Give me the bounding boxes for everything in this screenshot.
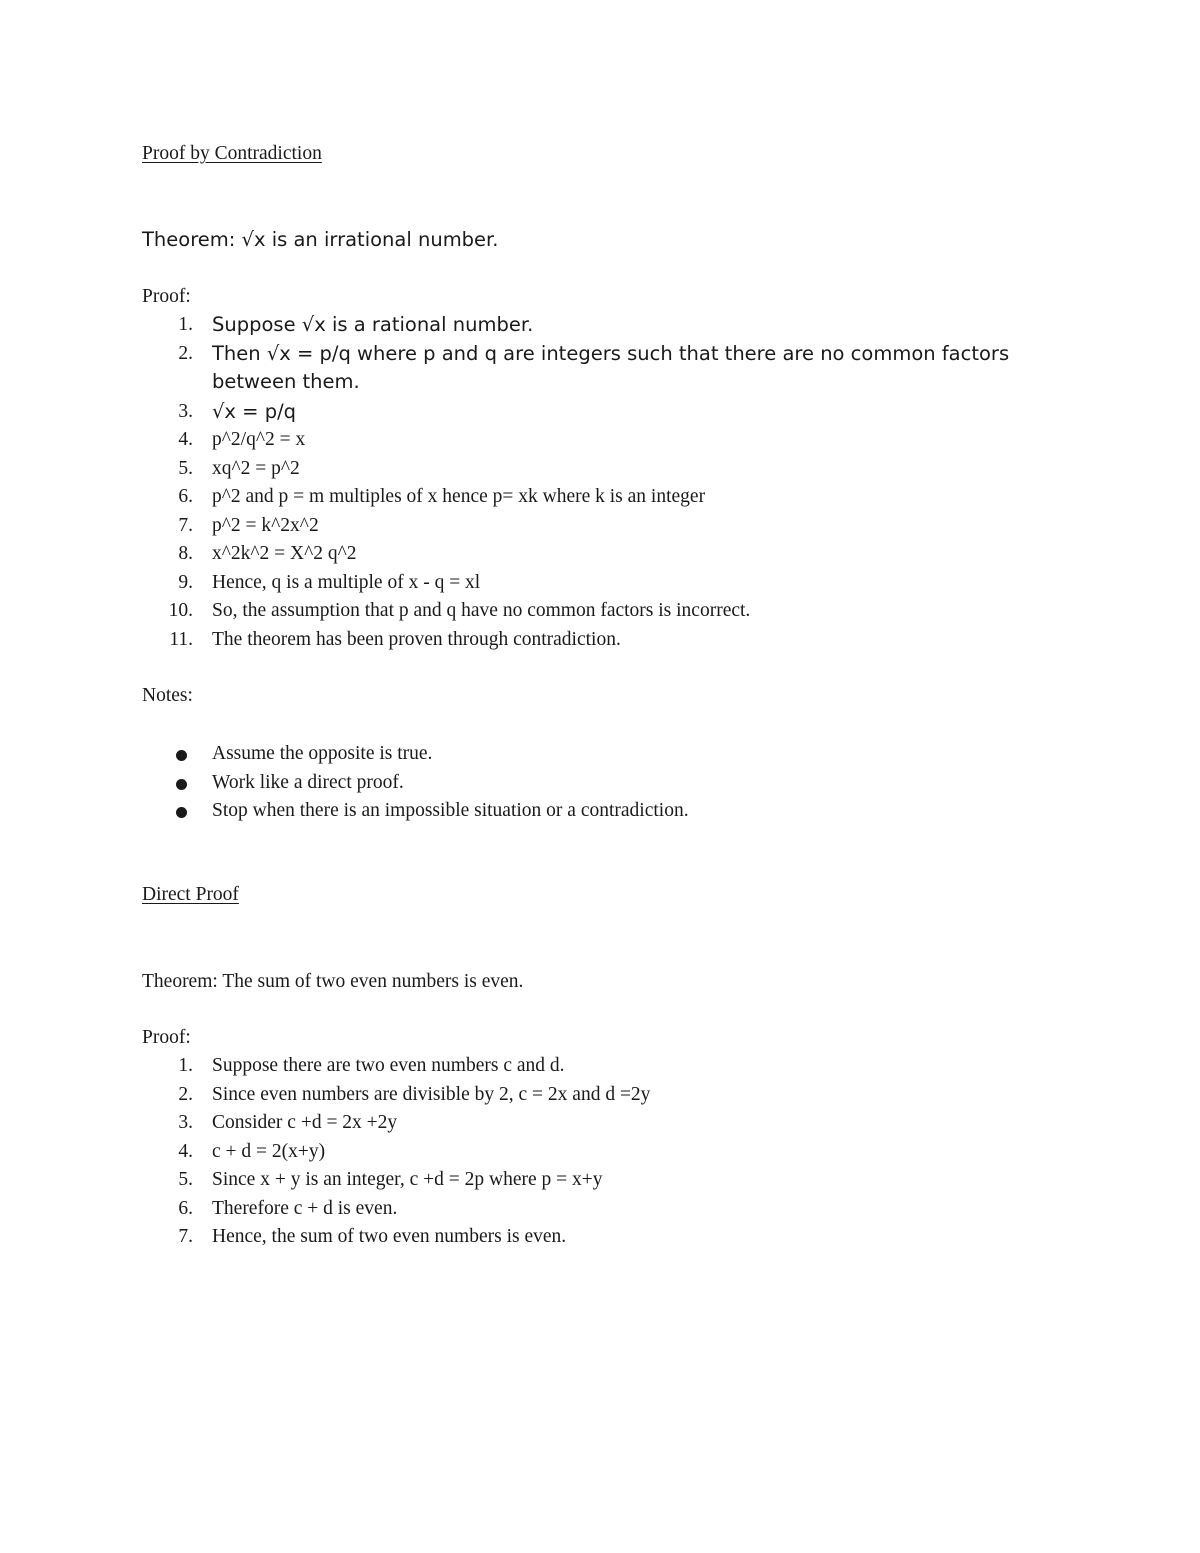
list-item (0, 626, 1200, 655)
list-number: 7. (178, 1226, 193, 1247)
section-heading-proof-by-contradiction: Proof by Contradiction (142, 143, 322, 164)
list-item-text: Suppose there are two even numbers c and d. (212, 1055, 565, 1076)
list-item (0, 512, 1200, 541)
list-item-text: p^2 = k^2x^2 (212, 514, 319, 536)
list-item (0, 1138, 1200, 1167)
list-item-text: Hence, q is a multiple of x - q = xl (212, 571, 481, 593)
list-number: 4. (178, 429, 193, 450)
list-item (0, 1195, 1200, 1224)
list-item-text: p^2 and p = m multiples of x hence p= xk where k is an integer (212, 486, 706, 507)
list-item-text: Consider c +d = 2x +2y (212, 1112, 398, 1133)
list-item-text: √x = p/q (212, 399, 297, 423)
list-number: 6. (178, 486, 193, 507)
proof-steps-list (0, 1052, 1200, 1252)
proof-label: Proof: (142, 1027, 191, 1048)
theorem-statement: Theorem: The sum of two even numbers is even. (142, 971, 524, 992)
list-number: 7. (178, 514, 193, 536)
list-item (0, 455, 1200, 484)
list-item (0, 569, 1200, 598)
list-item-text: So, the assumption that p and q have no common factors is incorrect. (212, 600, 751, 621)
list-number: 3. (178, 1112, 193, 1133)
list-item-text: The theorem has been proven through contradiction. (212, 628, 621, 650)
list-item-text: Therefore c + d is even. (212, 1197, 398, 1219)
list-number: 8. (178, 543, 193, 564)
list-item-text: Then √x = p/q where p and q are integers such that there are no common factors between them. (212, 341, 1010, 393)
proof-label: Proof: (142, 286, 191, 307)
list-item (0, 311, 1200, 340)
section-heading-direct-proof: Direct Proof (142, 884, 239, 905)
list-item (0, 740, 1200, 769)
list-number: 10. (168, 600, 193, 621)
list-number: 1. (178, 314, 193, 335)
list-item (0, 1166, 1200, 1195)
list-item (0, 769, 1200, 798)
list-item (0, 597, 1200, 626)
list-item-text: x^2k^2 = X^2 q^2 (212, 543, 357, 564)
list-number: 9. (178, 571, 193, 593)
list-item-text: xq^2 = p^2 (212, 457, 300, 479)
list-number: 3. (178, 400, 193, 422)
list-item (0, 1109, 1200, 1138)
proof-steps-list (0, 311, 1200, 654)
theorem-statement: Theorem: √x is an irrational number. (142, 228, 499, 251)
list-number: 5. (178, 457, 193, 479)
list-item (0, 797, 1200, 826)
list-item-text: Work like a direct proof. (212, 771, 404, 793)
list-number: 2. (178, 342, 193, 364)
list-number: 5. (178, 1169, 193, 1190)
list-item-text: Stop when there is an impossible situation or a contradiction. (212, 800, 689, 821)
list-item-text: c + d = 2(x+y) (212, 1140, 326, 1162)
list-number: 11. (169, 628, 193, 650)
list-item (0, 1081, 1200, 1110)
list-item-text: Assume the opposite is true. (212, 743, 433, 764)
list-number: 6. (178, 1197, 193, 1219)
bullet-icon (176, 807, 187, 818)
list-item (0, 426, 1200, 455)
bullet-icon (176, 779, 187, 790)
list-item-text: p^2/q^2 = x (212, 429, 306, 450)
list-item (0, 540, 1200, 569)
list-number: 1. (178, 1055, 193, 1076)
notes-list (0, 740, 1200, 826)
list-item (0, 1223, 1200, 1252)
bullet-icon (176, 750, 187, 761)
list-item-text: Since even numbers are divisible by 2, c = 2x and d =2y (212, 1083, 651, 1105)
list-number: 2. (178, 1083, 193, 1105)
notes-label: Notes: (142, 685, 193, 706)
list-item (0, 340, 1200, 398)
list-number: 4. (178, 1140, 193, 1162)
list-item-text: Suppose √x is a rational number. (212, 313, 534, 336)
list-item (0, 398, 1200, 427)
list-item (0, 1052, 1200, 1081)
list-item (0, 483, 1200, 512)
list-item-text: Hence, the sum of two even numbers is even. (212, 1226, 567, 1247)
list-item-text: Since x + y is an integer, c +d = 2p where p = x+y (212, 1169, 603, 1190)
